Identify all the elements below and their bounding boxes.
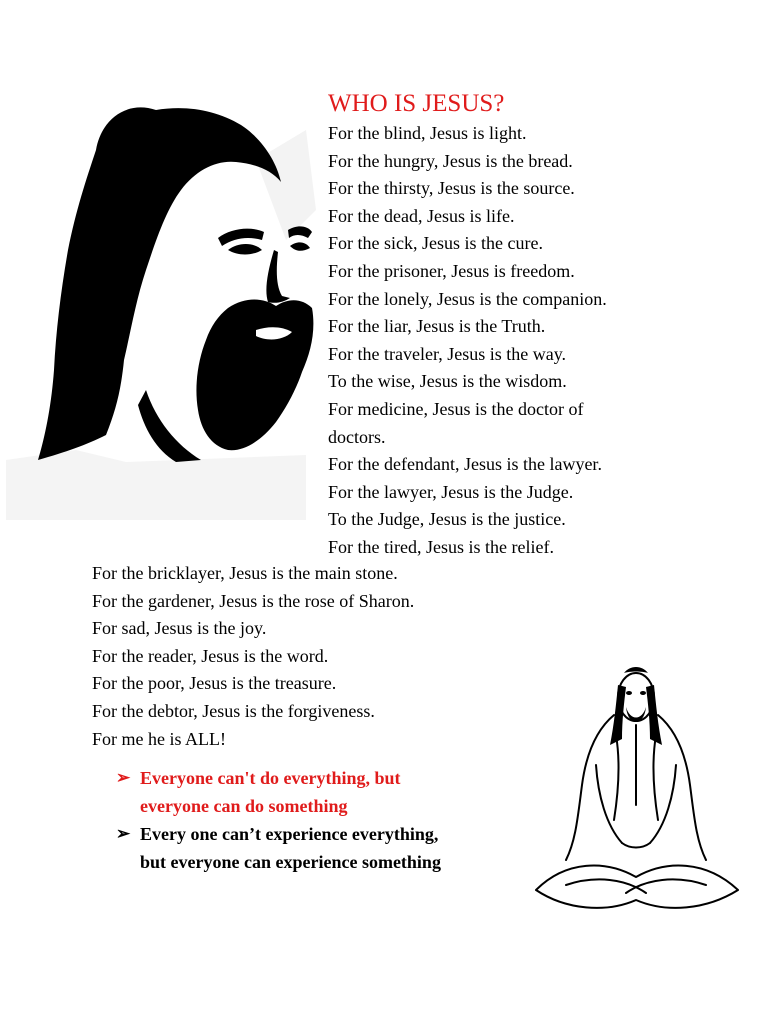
- bullet-item: [116, 820, 536, 876]
- verse-line: For the sick, Jesus is the cure.: [328, 233, 543, 254]
- verse-line: For sad, Jesus is the joy.: [92, 618, 267, 639]
- jesus-portrait-illustration: [6, 90, 326, 530]
- verse-line: For the defendant, Jesus is the lawyer.: [328, 454, 602, 475]
- verse-line: For the debtor, Jesus is the forgiveness.: [92, 700, 375, 721]
- bullet-line: Every one can’t experience everything,: [140, 824, 439, 844]
- verse-line: For the blind, Jesus is light.: [328, 123, 527, 143]
- verse-line: For me he is ALL!: [92, 728, 226, 749]
- verse-line: For the gardener, Jesus is the rose of Sharon.: [92, 590, 415, 611]
- arrow-bullet-icon: ➢: [116, 768, 131, 787]
- bullet-line: but everyone can experience something: [140, 852, 441, 872]
- verse-line: For the liar, Jesus is the Truth.: [328, 316, 546, 337]
- verse-line: doctors.: [328, 426, 386, 447]
- verse-list-left: [92, 560, 572, 753]
- verse-line: For the bricklayer, Jesus is the main stone.: [92, 563, 398, 583]
- page-title: WHO IS JESUS?: [328, 90, 505, 117]
- verse-line: For the lawyer, Jesus is the Judge.: [328, 481, 574, 502]
- verse-line: For the traveler, Jesus is the way.: [328, 343, 567, 364]
- arrow-bullet-icon: ➢: [116, 824, 131, 843]
- verse-line: For the tired, Jesus is the relief.: [328, 536, 554, 557]
- verse-line: For the reader, Jesus is the word.: [92, 645, 329, 666]
- verse-line: For the thirsty, Jesus is the source.: [328, 178, 575, 199]
- bullet-list: [116, 764, 536, 876]
- verse-line: For the lonely, Jesus is the companion.: [328, 288, 607, 309]
- verse-line: For medicine, Jesus is the doctor of: [328, 398, 584, 419]
- verse-line: For the hungry, Jesus is the bread.: [328, 150, 573, 171]
- verse-list-right: [328, 120, 738, 562]
- verse-line: To the Judge, Jesus is the justice.: [328, 509, 566, 530]
- bullet-item: [116, 764, 536, 820]
- verse-line: For the prisoner, Jesus is freedom.: [328, 260, 575, 281]
- bullet-line: everyone can do something: [140, 796, 348, 816]
- verse-line: For the dead, Jesus is life.: [328, 205, 515, 226]
- verse-line: To the wise, Jesus is the wisdom.: [328, 371, 567, 392]
- bullet-line: Everyone can't do everything, but: [140, 768, 401, 788]
- meditating-figure-illustration: [526, 655, 746, 925]
- verse-line: For the poor, Jesus is the treasure.: [92, 673, 337, 694]
